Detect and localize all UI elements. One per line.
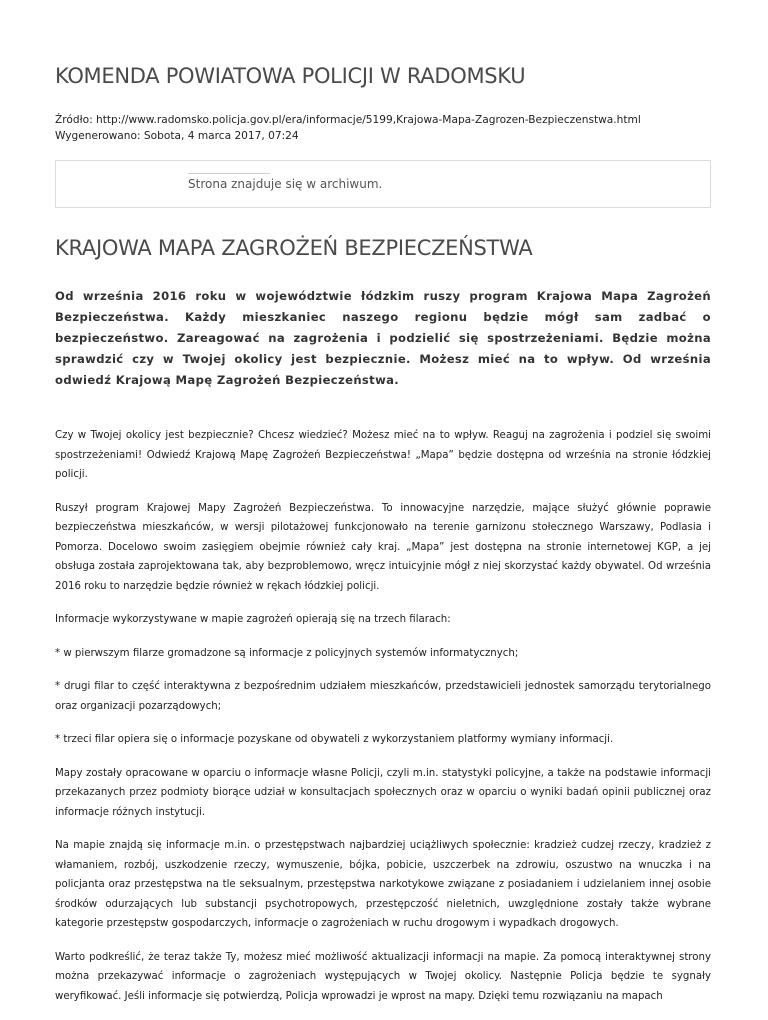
paragraph: Ruszył program Krajowej Mapy Zagrożeń Bezpieczeństwa. To innowacyjne narzędzie, mające służyć głównie poprawie bezpieczeństwa mieszkańców, w wersji pilotażowej funkcjonowało na terenie garnizonu stołecznego Warszawy, Podlasia i Pomorza. Docelowo swoim zasięgiem obejmie również cały kraj. „Mapa” jest dostępna na stronie internetowej KGP, a jej obsługa została zaprojektowana tak, aby bezproblemowo, wręcz intuicyjnie mógł z niej skorzystać każdy obywatel. Od września 2016 roku to narzędzie będzie również w rękach łódzkiej policji. xyxy=(55,502,711,592)
article-title: KRAJOWA MAPA ZAGROŻEŃ BEZPIECZEŃSTWA xyxy=(55,236,533,260)
source-line: Źródło: http://www.radomsko.policja.gov.pl/era/informacje/5199,Krajowa-Mapa-Zagrozen-Bezpieczenstwa.html xyxy=(55,114,641,126)
archive-notice xyxy=(55,160,711,208)
source-meta xyxy=(55,112,641,144)
paragraph: Informacje wykorzystywane w mapie zagrożeń opierają się na trzech filarach: xyxy=(55,614,451,625)
site-title: KOMENDA POWIATOWA POLICJI W RADOMSKU xyxy=(55,64,526,88)
paragraph: Warto podkreślić, że teraz także Ty, możesz mieć możliwość aktualizacji informacji na mapie. Za pomocą interaktywnej strony można przekazywać informacje o zagrożeniach występujących w Twojej okolicy. Następnie Policja będzie te sygnały weryfikować. Jeśli informacje się potwierdzą, Policja wprowadzi je wprost na mapy. Dzięki temu rozwiązaniu na mapach xyxy=(55,951,711,1002)
paragraph: Czy w Twojej okolicy jest bezpiecznie? Chcesz wiedzieć? Możesz mieć na to wpływ. Reaguj na zagrożenia i podziel się swoimi spostrzeżeniami! Odwiedź Krajową Mapę Zagrożeń Bezpieczeństwa! „Mapa” będzie dostępna od września na stronie łódzkiej policji. xyxy=(55,430,711,480)
paragraph: Mapy zostały opracowane w oparciu o informacje własne Policji, czyli m.in. statystyki policyjne, a także na podstawie informacji przekazanych przez podmioty biorące udział w konsultacjach społecznych oraz w oparciu o wyniki badań opinii publicznej oraz informacje różnych instytucji. xyxy=(55,767,711,818)
paragraph: * trzeci filar opiera się o informacje pozyskane od obywateli z wykorzystaniem platformy wymiany informacji. xyxy=(55,734,614,745)
paragraph: * w pierwszym filarze gromadzone są informacje z policyjnych systemów informatycznych; xyxy=(55,647,519,659)
paragraph: * drugi filar to część interaktywna z bezpośrednim udziałem mieszkańców, przedstawicieli jednostek samorządu terytorialnego oraz organizacji pozarządowych; xyxy=(55,681,711,712)
article-body xyxy=(55,426,711,1020)
article-lead: Od września 2016 roku w województwie łódzkim ruszy program Krajowa Mapa Zagrożeń Bezpieczeństwa. Każdy mieszkaniec naszego regionu będzie mógł sam zadbać o bezpieczeństwo. Zareagować na zagrożenia i podzielić się spostrzeżeniami. Będzie można sprawdzić czy w Twojej okolicy jest bezpiecznie. Możesz mieć na to wpływ. Od września odwiedź Krajową Mapę Zagrożeń Bezpieczeństwa. xyxy=(55,289,711,387)
archive-divider xyxy=(188,173,270,174)
generated-line: Wygenerowano: Sobota, 4 marca 2017, 07:24 xyxy=(55,130,299,142)
paragraph: Na mapie znajdą się informacje m.in. o przestępstwach najbardziej uciążliwych społecznie: kradzież cudzej rzeczy, kradzież z włamaniem, rozbój, uszkodzenie rzeczy, wymuszenie, bójka, pobicie, uszczerbek na zdrowiu, oszustwo na wnuczka i na policjanta oraz przestępstwa na tle seksualnym, przestępstwa narkotykowe związane z posiadaniem i udzielaniem innej osobie środków odurzających lub substancji psychotropowych, przestępczość nieletnich, uwzględnione zostały także wybrane kategorie przestępstw gospodarczych, informacje o zagrożeniach w ruchu drogowym i wypadkach drogowych. xyxy=(55,840,711,929)
archive-notice-text: Strona znajduje się w archiwum. xyxy=(188,177,383,191)
